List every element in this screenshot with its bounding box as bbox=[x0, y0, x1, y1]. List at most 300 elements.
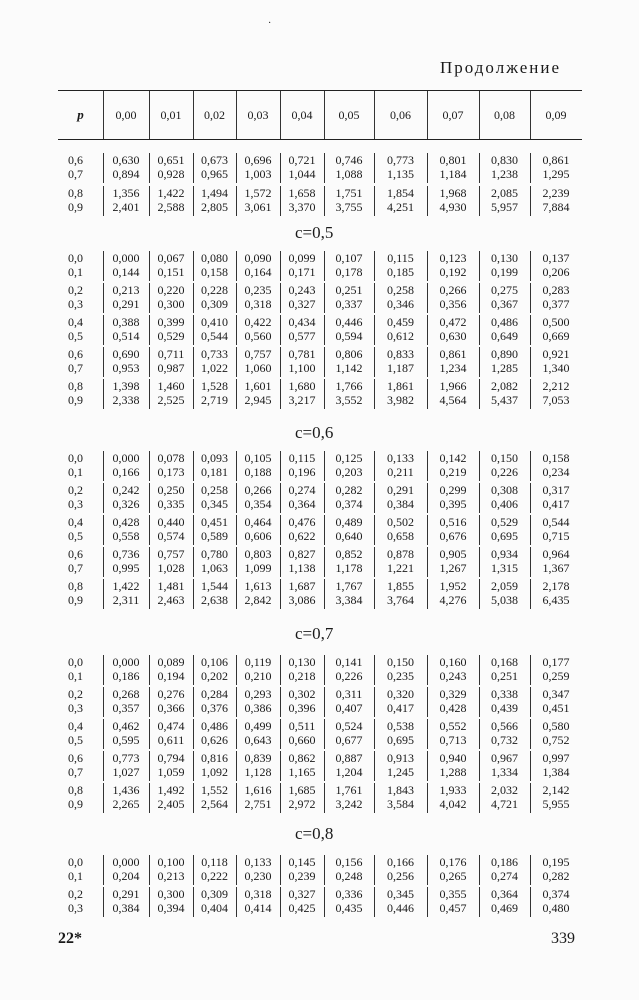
table-cell: 0,258 bbox=[201, 483, 228, 497]
table-cell: 0,367 bbox=[491, 297, 518, 311]
column-divider bbox=[530, 655, 531, 685]
column-divider bbox=[193, 347, 194, 377]
column-divider bbox=[193, 579, 194, 609]
table-cell: 0,733 bbox=[201, 347, 228, 361]
column-divider bbox=[236, 451, 237, 481]
table-cell: 0,099 bbox=[288, 251, 316, 265]
column-divider bbox=[103, 887, 104, 917]
column-divider bbox=[530, 719, 531, 749]
table-cell: 0,158 bbox=[201, 265, 228, 279]
table-cell: 1,968 bbox=[439, 186, 467, 200]
table-cell: 1,460 bbox=[157, 379, 185, 393]
table-cell: 0,839 bbox=[244, 751, 272, 765]
table-cell: 4,721 bbox=[491, 797, 518, 811]
table-cell: 2,842 bbox=[244, 593, 272, 607]
table-cell: 0,469 bbox=[491, 901, 518, 915]
table-cell: 0,833 bbox=[387, 347, 414, 361]
column-divider bbox=[324, 451, 325, 481]
table-cell: 0,643 bbox=[244, 733, 272, 747]
column-divider bbox=[479, 687, 480, 717]
table-cell: 0,093 bbox=[201, 451, 228, 465]
table-cell: 2,972 bbox=[288, 797, 316, 811]
p-value: 0,9 bbox=[68, 593, 83, 607]
table-cell: 1,528 bbox=[201, 379, 228, 393]
table-cell: 0,428 bbox=[112, 515, 140, 529]
column-divider bbox=[479, 347, 480, 377]
column-divider bbox=[149, 547, 150, 577]
table-cell: 0,459 bbox=[387, 315, 414, 329]
table-cell: 0,801 bbox=[439, 153, 467, 167]
table-cell: 0,995 bbox=[112, 561, 140, 575]
column-divider bbox=[236, 887, 237, 917]
table-cell: 1,099 bbox=[244, 561, 272, 575]
header-col-1: 0,01 bbox=[160, 108, 182, 122]
table-cell: 0,274 bbox=[288, 483, 316, 497]
table-cell: 0,130 bbox=[288, 655, 316, 669]
table-cell: 1,861 bbox=[387, 379, 414, 393]
table-cell: 0,177 bbox=[542, 655, 570, 669]
table-cell: 0,987 bbox=[157, 361, 185, 375]
table-cell: 1,766 bbox=[335, 379, 363, 393]
table-cell: 0,243 bbox=[439, 669, 467, 683]
column-divider bbox=[103, 379, 104, 409]
table-cell: 0,451 bbox=[201, 515, 228, 529]
table-cell: 0,326 bbox=[112, 497, 140, 511]
p-value: 0,0 bbox=[68, 451, 83, 465]
table-cell: 2,085 bbox=[491, 186, 518, 200]
column-divider bbox=[324, 855, 325, 885]
column-divider bbox=[427, 483, 428, 513]
table-cell: 0,156 bbox=[335, 855, 363, 869]
table-cell: 0,511 bbox=[288, 719, 316, 733]
table-cell: 1,003 bbox=[244, 167, 272, 181]
column-divider bbox=[280, 547, 281, 577]
p-value: 0,9 bbox=[68, 200, 83, 214]
table-cell: 0,266 bbox=[244, 483, 272, 497]
table-cell: 0,439 bbox=[491, 701, 518, 715]
table-cell: 0,394 bbox=[157, 901, 185, 915]
column-divider bbox=[103, 687, 104, 717]
table-cell: 2,082 bbox=[491, 379, 518, 393]
table-cell: 0,188 bbox=[244, 465, 272, 479]
table-cell: 1,288 bbox=[439, 765, 467, 779]
table-cell: 0,384 bbox=[112, 901, 140, 915]
table-cell: 0,080 bbox=[201, 251, 228, 265]
p-value: 0,1 bbox=[68, 669, 83, 683]
table-cell: 0,226 bbox=[491, 465, 518, 479]
column-divider bbox=[324, 579, 325, 609]
table-cell: 0,356 bbox=[439, 297, 467, 311]
header-col-5: 0,05 bbox=[338, 108, 360, 122]
table-cell: 2,564 bbox=[201, 797, 228, 811]
table-cell: 0,000 bbox=[112, 655, 140, 669]
column-divider bbox=[280, 483, 281, 513]
column-divider bbox=[324, 251, 325, 281]
table-cell: 1,966 bbox=[439, 379, 467, 393]
column-divider bbox=[530, 783, 531, 813]
p-value: 0,7 bbox=[68, 361, 83, 375]
table-cell: 0,566 bbox=[491, 719, 518, 733]
table-cell: 0,406 bbox=[491, 497, 518, 511]
table-cell: 0,364 bbox=[288, 497, 316, 511]
table-cell: 1,356 bbox=[112, 186, 140, 200]
table-cell: 0,773 bbox=[387, 153, 414, 167]
column-divider bbox=[530, 315, 531, 345]
table-cell: 0,695 bbox=[491, 529, 518, 543]
column-divider bbox=[236, 719, 237, 749]
p-value: 0,8 bbox=[68, 379, 83, 393]
table-cell: 0,242 bbox=[112, 483, 140, 497]
table-cell: 0,354 bbox=[244, 497, 272, 511]
table-cell: 1,572 bbox=[244, 186, 272, 200]
column-divider bbox=[374, 887, 375, 917]
table-cell: 5,955 bbox=[542, 797, 570, 811]
column-divider bbox=[280, 315, 281, 345]
table-cell: 0,100 bbox=[157, 855, 185, 869]
column-divider bbox=[149, 515, 150, 545]
column-divider bbox=[103, 855, 104, 885]
p-value: 0,5 bbox=[68, 529, 83, 543]
table-cell: 0,192 bbox=[439, 265, 467, 279]
header-col-8: 0,08 bbox=[494, 108, 515, 122]
table-cell: 0,376 bbox=[201, 701, 228, 715]
table-cell: 0,622 bbox=[288, 529, 316, 543]
table-cell: 1,184 bbox=[439, 167, 467, 181]
column-divider bbox=[193, 153, 194, 183]
column-divider bbox=[236, 251, 237, 281]
table-cell: 0,206 bbox=[542, 265, 570, 279]
table-cell: 0,320 bbox=[387, 687, 414, 701]
table-cell: 0,862 bbox=[288, 751, 316, 765]
column-divider bbox=[149, 251, 150, 281]
table-cell: 0,630 bbox=[439, 329, 467, 343]
table-cell: 0,230 bbox=[244, 869, 272, 883]
header-divider bbox=[479, 91, 480, 139]
table-cell: 0,388 bbox=[112, 315, 140, 329]
table-cell: 0,302 bbox=[288, 687, 316, 701]
column-divider bbox=[530, 186, 531, 216]
p-value: 0,4 bbox=[68, 515, 83, 529]
table-cell: 0,218 bbox=[288, 669, 316, 683]
column-divider bbox=[149, 153, 150, 183]
column-divider bbox=[193, 283, 194, 313]
column-divider bbox=[479, 515, 480, 545]
header-divider bbox=[427, 91, 428, 139]
column-divider bbox=[324, 887, 325, 917]
table-cell: 1,767 bbox=[335, 579, 363, 593]
table-cell: 2,401 bbox=[112, 200, 140, 214]
table-cell: 0,250 bbox=[157, 483, 185, 497]
table-cell: 7,053 bbox=[542, 393, 570, 407]
table-cell: 0,158 bbox=[542, 451, 570, 465]
table-cell: 0,861 bbox=[439, 347, 467, 361]
column-divider bbox=[103, 283, 104, 313]
table-cell: 0,145 bbox=[288, 855, 316, 869]
table-cell: 0,544 bbox=[542, 515, 570, 529]
table-cell: 2,032 bbox=[491, 783, 518, 797]
column-divider bbox=[324, 186, 325, 216]
column-divider bbox=[427, 783, 428, 813]
table-cell: 1,544 bbox=[201, 579, 228, 593]
table-cell: 0,861 bbox=[542, 153, 570, 167]
table-cell: 1,933 bbox=[439, 783, 467, 797]
table-cell: 0,928 bbox=[157, 167, 185, 181]
section-title: c=0,6 bbox=[295, 423, 334, 442]
table-cell: 0,953 bbox=[112, 361, 140, 375]
table-cell: 0,181 bbox=[201, 465, 228, 479]
table-cell: 0,965 bbox=[201, 167, 228, 181]
column-divider bbox=[103, 655, 104, 685]
table-cell: 0,612 bbox=[387, 329, 414, 343]
column-divider bbox=[530, 251, 531, 281]
table-cell: 0,160 bbox=[439, 655, 467, 669]
p-value: 0,5 bbox=[68, 733, 83, 747]
column-divider bbox=[427, 153, 428, 183]
table-cell: 0,185 bbox=[387, 265, 414, 279]
p-value: 0,0 bbox=[68, 855, 83, 869]
table-cell: 0,830 bbox=[491, 153, 518, 167]
table-cell: 0,538 bbox=[387, 719, 414, 733]
column-divider bbox=[530, 887, 531, 917]
table-cell: 2,338 bbox=[112, 393, 140, 407]
column-divider bbox=[427, 655, 428, 685]
table-cell: 1,221 bbox=[387, 561, 414, 575]
column-divider bbox=[280, 451, 281, 481]
p-value: 0,1 bbox=[68, 869, 83, 883]
table-cell: 0,695 bbox=[387, 733, 414, 747]
table-cell: 1,315 bbox=[491, 561, 518, 575]
table-cell: 0,291 bbox=[112, 887, 140, 901]
table-cell: 0,195 bbox=[542, 855, 570, 869]
table-cell: 0,435 bbox=[335, 901, 363, 915]
table-cell: 2,239 bbox=[542, 186, 570, 200]
table-cell: 0,964 bbox=[542, 547, 570, 561]
table-cell: 1,027 bbox=[112, 765, 140, 779]
table-cell: 2,638 bbox=[201, 593, 228, 607]
table-cell: 2,311 bbox=[112, 593, 140, 607]
table-cell: 0,366 bbox=[157, 701, 185, 715]
table-cell: 1,613 bbox=[244, 579, 272, 593]
table-cell: 0,781 bbox=[288, 347, 316, 361]
table-cell: 0,213 bbox=[157, 869, 185, 883]
table-cell: 0,606 bbox=[244, 529, 272, 543]
table-cell: 0,141 bbox=[335, 655, 363, 669]
column-divider bbox=[374, 751, 375, 781]
table-cell: 1,384 bbox=[542, 765, 570, 779]
column-divider bbox=[149, 186, 150, 216]
table-cell: 1,658 bbox=[288, 186, 316, 200]
table-cell: 0,640 bbox=[335, 529, 363, 543]
table-cell: 4,042 bbox=[439, 797, 467, 811]
table-cell: 1,601 bbox=[244, 379, 272, 393]
table-cell: 0,446 bbox=[335, 315, 363, 329]
table-cell: 0,171 bbox=[288, 265, 316, 279]
table-cell: 0,630 bbox=[112, 153, 140, 167]
column-divider bbox=[479, 719, 480, 749]
column-divider bbox=[103, 579, 104, 609]
p-value: 0,1 bbox=[68, 465, 83, 479]
table-cell: 0,317 bbox=[542, 483, 570, 497]
column-divider bbox=[374, 783, 375, 813]
table-cell: 0,106 bbox=[201, 655, 228, 669]
column-divider bbox=[103, 153, 104, 183]
table-cell: 1,285 bbox=[491, 361, 518, 375]
table-cell: 0,220 bbox=[157, 283, 185, 297]
column-divider bbox=[236, 783, 237, 813]
table-cell: 2,945 bbox=[244, 393, 272, 407]
table-cell: 0,894 bbox=[112, 167, 140, 181]
column-divider bbox=[427, 251, 428, 281]
table-cell: 1,398 bbox=[112, 379, 140, 393]
column-divider bbox=[324, 687, 325, 717]
column-divider bbox=[193, 451, 194, 481]
table-cell: 1,367 bbox=[542, 561, 570, 575]
table-cell: 1,142 bbox=[335, 361, 363, 375]
table-cell: 0,119 bbox=[244, 655, 272, 669]
column-divider bbox=[530, 347, 531, 377]
table-cell: 1,616 bbox=[244, 783, 272, 797]
column-divider bbox=[149, 751, 150, 781]
column-divider bbox=[149, 451, 150, 481]
column-divider bbox=[103, 515, 104, 545]
table-cell: 0,690 bbox=[112, 347, 140, 361]
column-divider bbox=[374, 251, 375, 281]
table-cell: 0,921 bbox=[542, 347, 570, 361]
table-cell: 3,370 bbox=[288, 200, 316, 214]
table-cell: 0,669 bbox=[542, 329, 570, 343]
column-divider bbox=[374, 655, 375, 685]
table-cell: 0,560 bbox=[244, 329, 272, 343]
table-cell: 0,887 bbox=[335, 751, 363, 765]
column-divider bbox=[374, 515, 375, 545]
column-header-row bbox=[58, 90, 582, 140]
section-title: c=0,8 bbox=[295, 824, 334, 843]
header-col-9: 0,09 bbox=[545, 108, 567, 122]
table-cell: 0,166 bbox=[112, 465, 140, 479]
column-divider bbox=[479, 887, 480, 917]
column-divider bbox=[280, 719, 281, 749]
column-divider bbox=[374, 451, 375, 481]
table-cell: 0,913 bbox=[387, 751, 414, 765]
table-cell: 0,673 bbox=[201, 153, 228, 167]
table-cell: 0,816 bbox=[201, 751, 228, 765]
table-cell: 2,751 bbox=[244, 797, 272, 811]
table-cell: 2,212 bbox=[542, 379, 570, 393]
table-cell: 1,552 bbox=[201, 783, 228, 797]
header-divider bbox=[193, 91, 194, 139]
table-cell: 2,142 bbox=[542, 783, 570, 797]
column-divider bbox=[324, 153, 325, 183]
table-cell: 1,843 bbox=[387, 783, 414, 797]
p-value: 0,2 bbox=[68, 483, 83, 497]
column-divider bbox=[427, 751, 428, 781]
table-cell: 1,422 bbox=[112, 579, 140, 593]
table-cell: 0,243 bbox=[288, 283, 316, 297]
column-divider bbox=[149, 379, 150, 409]
column-divider bbox=[479, 855, 480, 885]
table-cell: 0,293 bbox=[244, 687, 272, 701]
header-p: p bbox=[77, 107, 84, 122]
table-cell: 0,168 bbox=[491, 655, 518, 669]
table-cell: 0,407 bbox=[335, 701, 363, 715]
table-cell: 1,952 bbox=[439, 579, 467, 593]
table-cell: 0,268 bbox=[112, 687, 140, 701]
table-cell: 1,685 bbox=[288, 783, 316, 797]
column-divider bbox=[479, 315, 480, 345]
table-cell: 0,327 bbox=[288, 887, 316, 901]
table-cell: 0,414 bbox=[244, 901, 272, 915]
table-cell: 2,805 bbox=[201, 200, 228, 214]
column-divider bbox=[149, 855, 150, 885]
table-cell: 0,176 bbox=[439, 855, 467, 869]
table-cell: 0,337 bbox=[335, 297, 363, 311]
table-cell: 1,855 bbox=[387, 579, 414, 593]
table-cell: 0,347 bbox=[542, 687, 570, 701]
table-cell: 0,226 bbox=[335, 669, 363, 683]
table-cell: 0,107 bbox=[335, 251, 363, 265]
table-cell: 3,584 bbox=[387, 797, 414, 811]
table-cell: 0,752 bbox=[542, 733, 570, 747]
table-cell: 0,396 bbox=[288, 701, 316, 715]
table-cell: 0,133 bbox=[244, 855, 272, 869]
table-cell: 0,997 bbox=[542, 751, 570, 765]
column-divider bbox=[479, 283, 480, 313]
column-divider bbox=[374, 687, 375, 717]
header-col-6: 0,06 bbox=[390, 108, 411, 122]
column-divider bbox=[427, 579, 428, 609]
section-title: c=0,5 bbox=[295, 223, 334, 242]
column-divider bbox=[427, 186, 428, 216]
table-cell: 0,529 bbox=[491, 515, 518, 529]
column-divider bbox=[193, 855, 194, 885]
column-divider bbox=[324, 483, 325, 513]
column-divider bbox=[530, 515, 531, 545]
column-divider bbox=[280, 687, 281, 717]
table-cell: 0,434 bbox=[288, 315, 316, 329]
table-cell: 0,196 bbox=[288, 465, 316, 479]
table-cell: 3,982 bbox=[387, 393, 414, 407]
column-divider bbox=[280, 515, 281, 545]
table-cell: 0,336 bbox=[335, 887, 363, 901]
table-cell: 1,422 bbox=[157, 186, 185, 200]
table-cell: 0,211 bbox=[387, 465, 414, 479]
column-divider bbox=[280, 655, 281, 685]
column-divider bbox=[236, 579, 237, 609]
table-cell: 0,577 bbox=[288, 329, 316, 343]
table-cell: 0,105 bbox=[244, 451, 272, 465]
table-cell: 2,059 bbox=[491, 579, 518, 593]
column-divider bbox=[149, 687, 150, 717]
table-cell: 0,090 bbox=[244, 251, 272, 265]
table-cell: 2,525 bbox=[157, 393, 185, 407]
column-divider bbox=[103, 783, 104, 813]
table-cell: 6,435 bbox=[542, 593, 570, 607]
table-cell: 0,329 bbox=[439, 687, 467, 701]
column-divider bbox=[530, 483, 531, 513]
table-cell: 0,773 bbox=[112, 751, 140, 765]
table-cell: 1,340 bbox=[542, 361, 570, 375]
table-cell: 4,930 bbox=[439, 200, 467, 214]
column-divider bbox=[530, 579, 531, 609]
table-cell: 0,178 bbox=[335, 265, 363, 279]
table-cell: 1,044 bbox=[288, 167, 316, 181]
p-value: 0,1 bbox=[68, 265, 83, 279]
p-value: 0,7 bbox=[68, 167, 83, 181]
table-cell: 0,489 bbox=[335, 515, 363, 529]
column-divider bbox=[374, 283, 375, 313]
table-cell: 0,118 bbox=[201, 855, 228, 869]
section-title: c=0,7 bbox=[295, 624, 334, 643]
